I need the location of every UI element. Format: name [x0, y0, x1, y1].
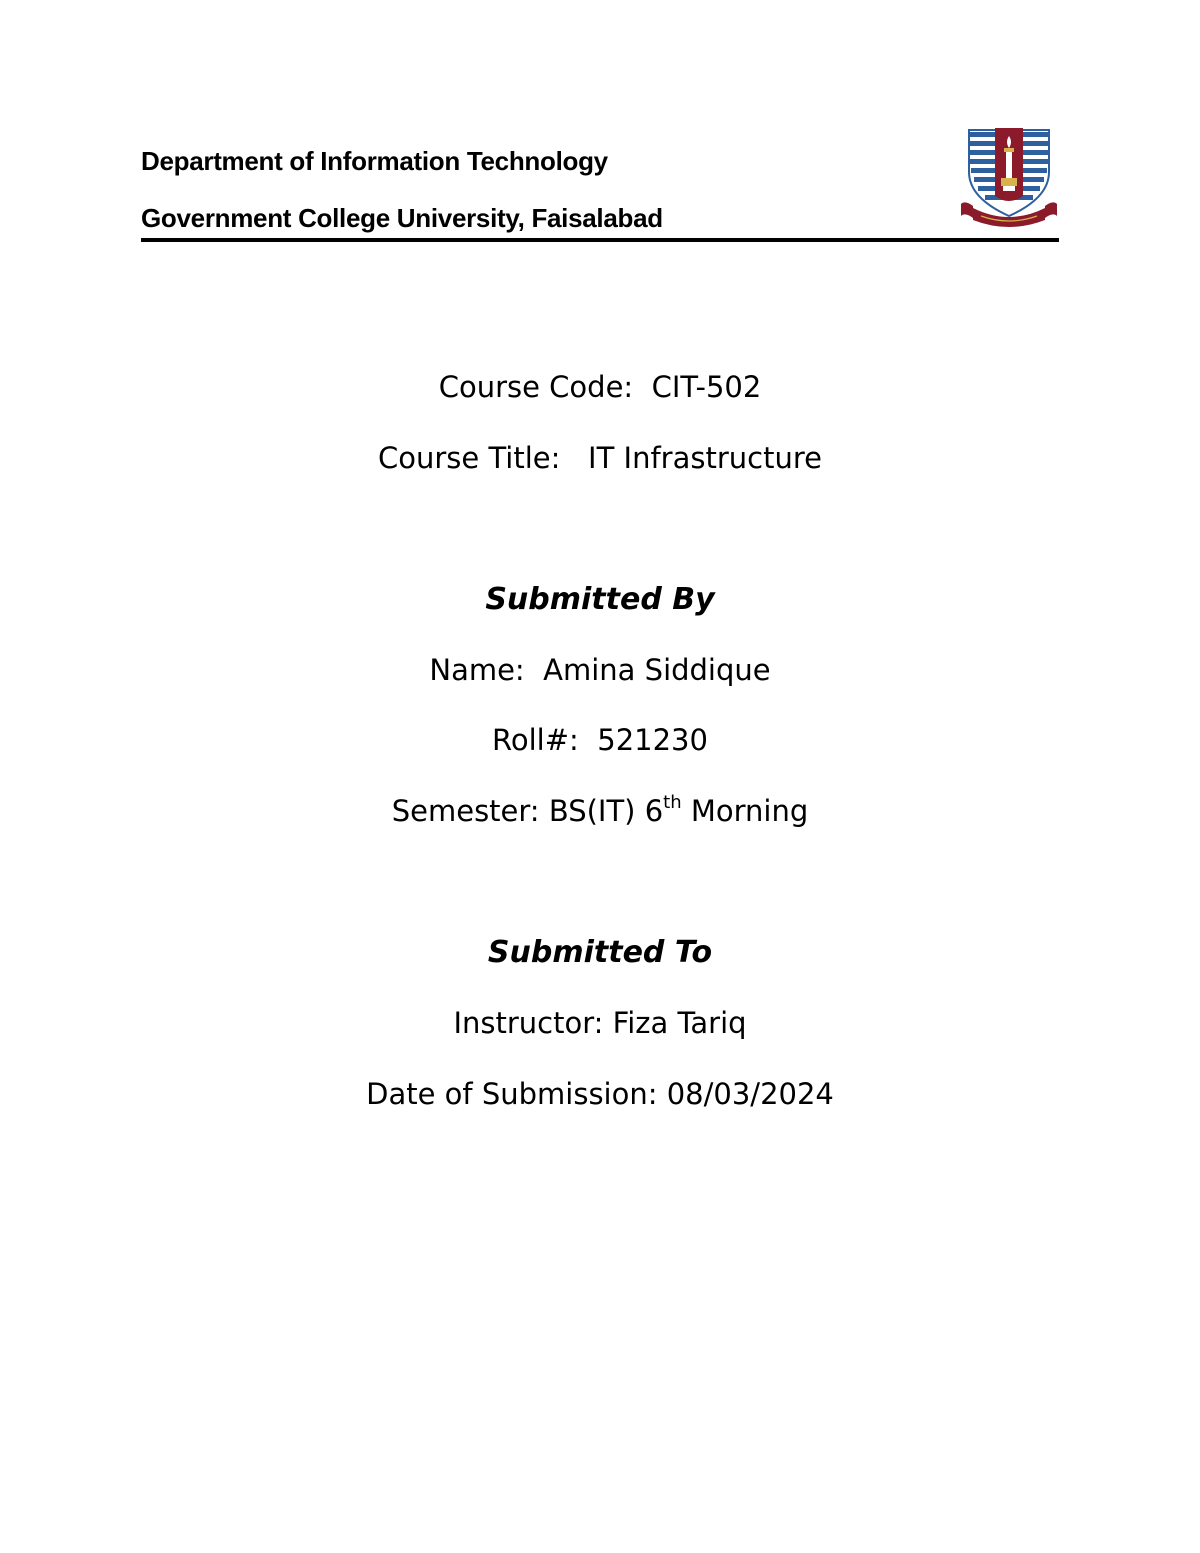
semester-shift: Morning [690, 794, 809, 828]
semester-label: Semester: [391, 794, 540, 828]
course-title-value: IT Infrastructure [588, 441, 822, 475]
instructor-label: Instructor: [453, 1006, 604, 1040]
semester-line [0, 794, 1200, 828]
course-code-label: Course Code: [438, 370, 634, 404]
instructor-line [0, 1006, 1200, 1040]
roll-number-line [0, 723, 1200, 757]
semester-suffix: th [663, 792, 682, 813]
header-divider [141, 238, 1059, 242]
university-name: Government College University, Faisalabad [141, 203, 663, 233]
document-header [141, 130, 1059, 242]
submission-date-line [0, 1077, 1200, 1111]
course-code-line [0, 370, 1200, 404]
instructor-value: Fiza Tariq [612, 1006, 747, 1040]
student-name-line [0, 653, 1200, 687]
university-crest-icon [959, 126, 1059, 230]
crest-shield [969, 128, 1049, 216]
submission-date-label: Date of Submission: [366, 1077, 658, 1111]
roll-number-value: 521230 [597, 723, 708, 757]
submitted-to-heading: Submitted To [487, 935, 713, 970]
submission-date-value: 08/03/2024 [666, 1077, 834, 1111]
student-name-label: Name: [429, 653, 525, 687]
course-code-value: CIT-502 [651, 370, 762, 404]
course-title-label: Course Title: [378, 441, 561, 475]
department-name: Department of Information Technology [141, 146, 608, 176]
submitted-by-heading: Submitted By [485, 582, 715, 617]
roll-number-label: Roll#: [492, 723, 579, 757]
semester-prefix: BS(IT) 6 [548, 794, 664, 828]
student-name-value: Amina Siddique [543, 653, 771, 687]
course-title-line [0, 441, 1200, 475]
